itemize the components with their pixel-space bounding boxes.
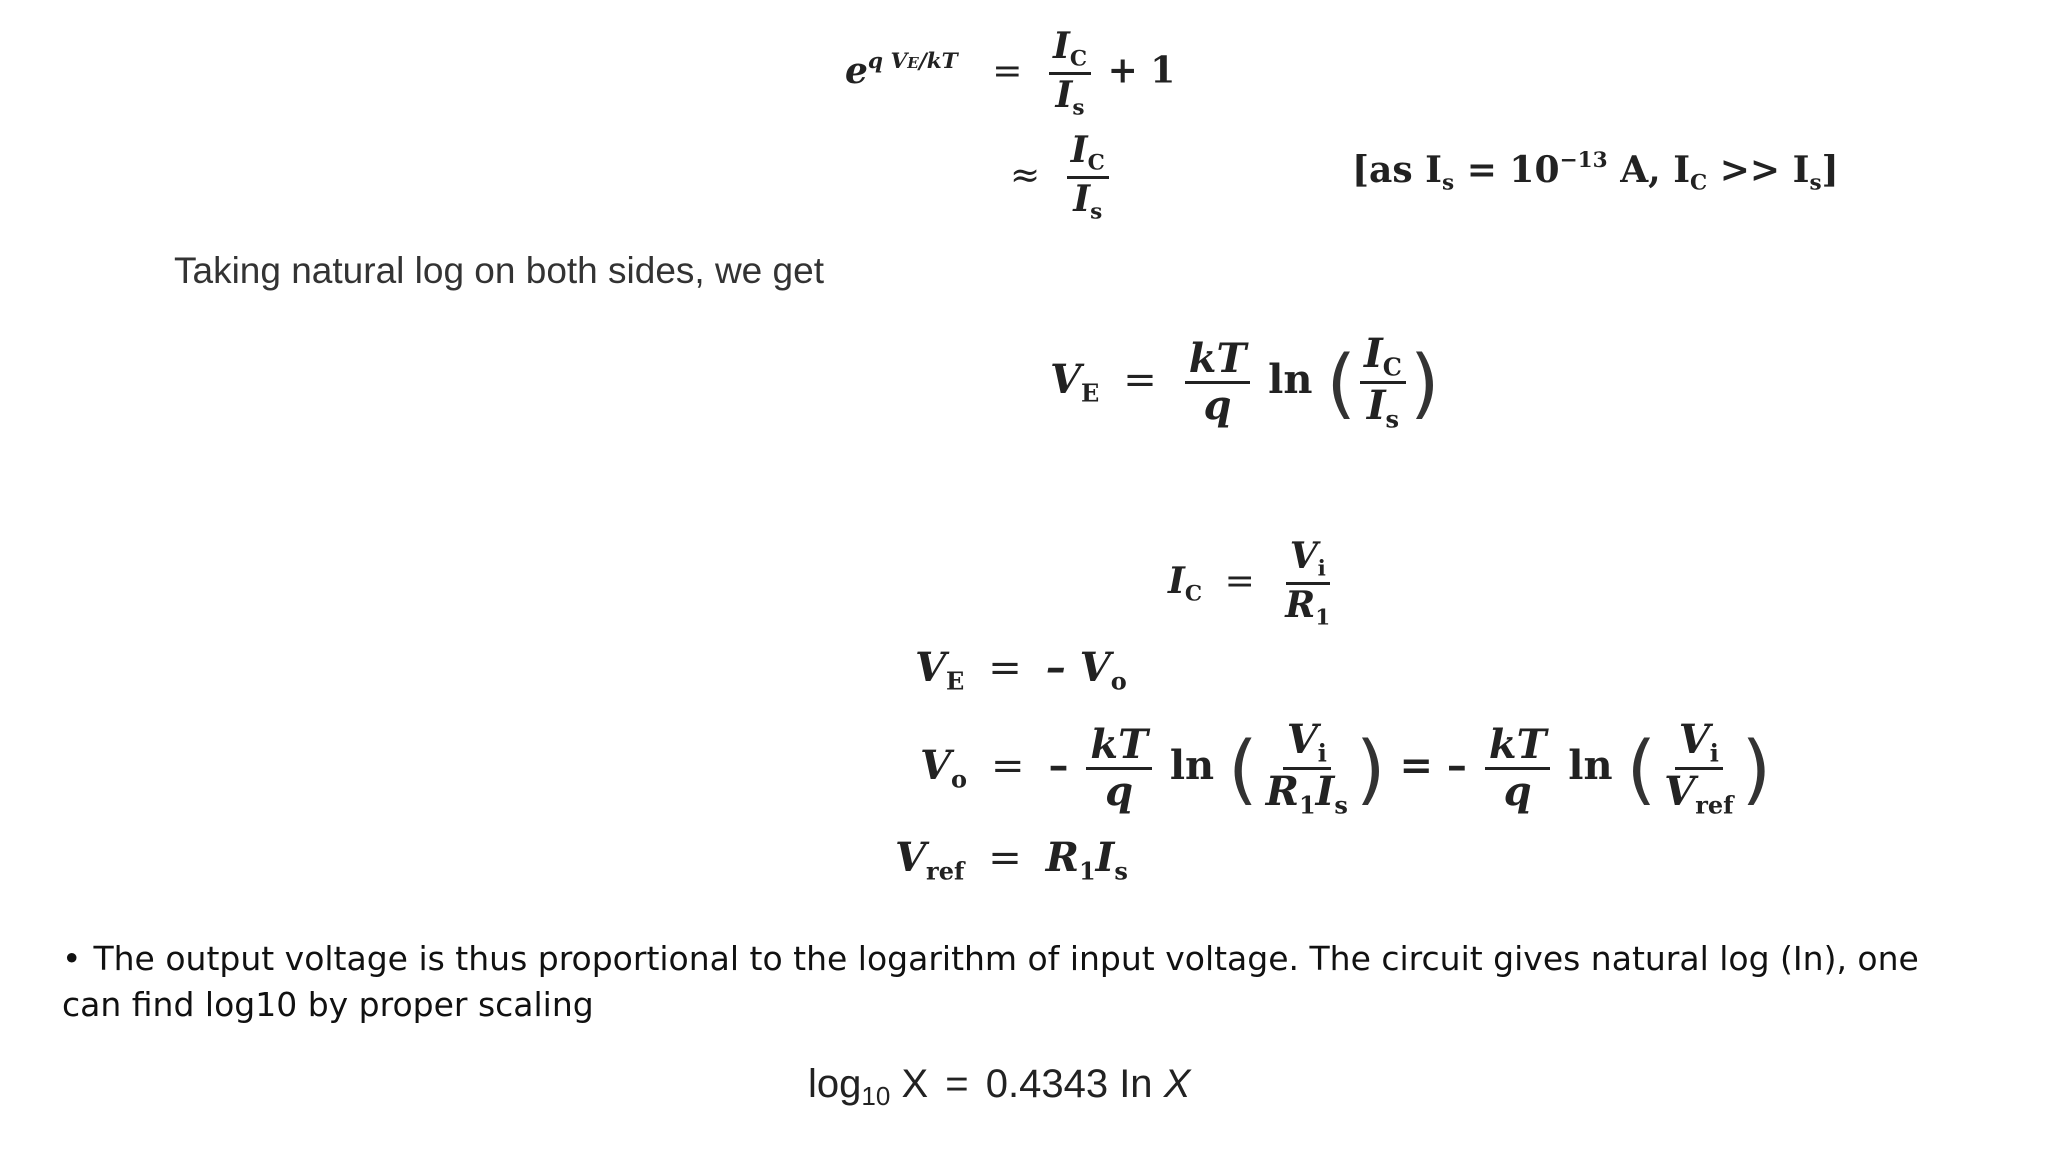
equation-note: [as $I_s = 10^{-13}$ A, $I_C >> I_s$] bbox=[1352, 148, 1839, 196]
fraction-ic-is: $\frac{I_C}{I_s}$ bbox=[1049, 28, 1091, 119]
equation-ve-vo: $V_E$ = – $V_o$ bbox=[915, 644, 1127, 696]
equation-log10: log10 X = 0.4343 In X bbox=[808, 1062, 1191, 1111]
bullet-symbol: • bbox=[62, 939, 82, 978]
equation-ve: $V_E$ = $\frac{kT}{q}$ ln ( $\frac{I_C}{I_s}$ ) bbox=[1050, 330, 1440, 434]
bullet-text: The output voltage is thus proportional to the logarithm of input voltage. The circuit gives natural log (In), one can find log10 by proper scaling bbox=[62, 939, 1919, 1024]
fraction-ic-is: $\frac{I_C}{I_s}$ bbox=[1067, 132, 1109, 223]
equation-approximation: ≈ $\frac{I_C}{I_s}$ bbox=[1000, 132, 1113, 223]
equation-vo: $V_o$ = – $\frac{kT}{q}$ ln ( $\frac{V_i}{R_1I_s}$ ) = – $\frac{kT}{q}$ ln ( $\frac{V_i}{V_{ref}}$ ) bbox=[920, 716, 1772, 820]
equation-ic: $I_C$ = $\frac{V_i}{R_1}$ bbox=[1168, 535, 1331, 631]
bullet-paragraph bbox=[62, 936, 1922, 1028]
equation-vref: $V_{ref} = R_1I_s$ bbox=[895, 834, 1128, 886]
equation-exponential: $e^{q VE/kT}$ = $\frac{I_C}{I_s}$ + 1 bbox=[845, 25, 1176, 121]
text-natural-log: Taking natural log on both sides, we get bbox=[174, 250, 824, 291]
